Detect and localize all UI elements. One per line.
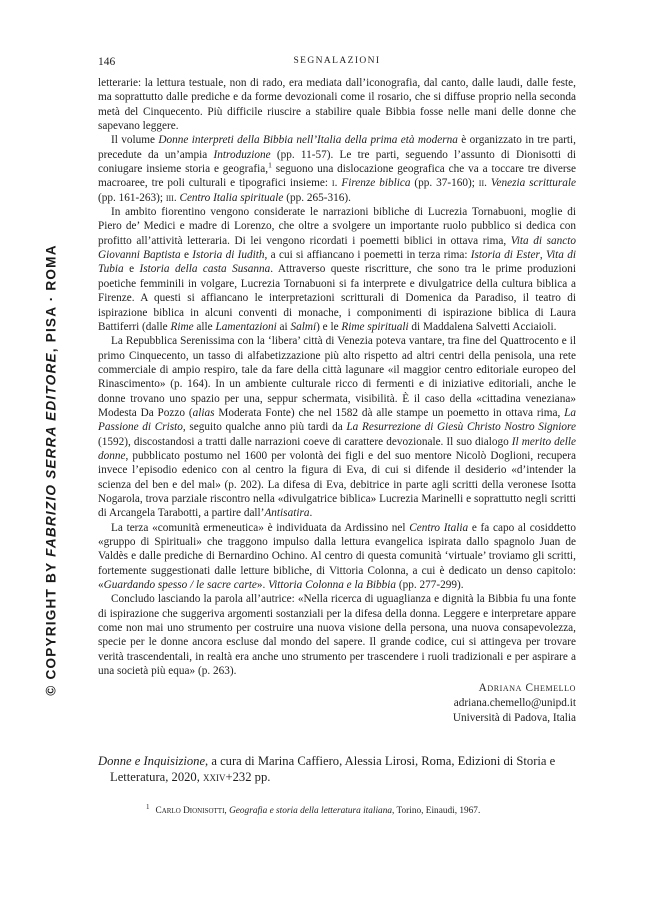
copyright-vertical — [44, 244, 59, 695]
reviewer-name: Adriana Chemello — [478, 682, 576, 695]
paragraph: Il volume Donne interpreti della Bibbia nell’Italia della prima età moderna è organizzato in tre parti, precedute da un’ampia Introduzione (pp. 11-57). Le tre parti, seguendo l’assunto di Dionisotti di coniugare insieme storia e geografia,$^1$ seguono una dislocazione geografica che va a toccare tre diverse macroaree, tre poli culturali e tipografici insieme: i. Firenze biblica (pp. 37-160); ii. Venezia scritturale (pp. 161-263); iii. Centro Italia spirituale (pp. 265-316). — [98, 134, 577, 204]
page-header — [98, 56, 576, 72]
paragraph: In ambito fiorentino vengono considerate le narrazioni bibliche di Lucrezia Tornabuoni, moglie di Piero de’ Medici e madre di Lorenzo, che oltre a svolgere un importante ruolo pubblico si dedica con profitto all’attività letteraria. Di lei vengono ricordati i poemetti biblici in ottava rima, Vita di sancto Giovanni Baptista e Istoria di Iudith, a cui si affiancano i poemetti in terza rima: Istoria di Ester, Vita di Tubia e Istoria della casta Susanna. Attraverso queste riscritture, che sono tra le prime produzioni poetiche femminili in volgare, Lucrezia Tornabuoni si fa interprete e divulgatrice della cultura biblica a Firenze. A questi si affiancano le interpretazioni scritturali di Domenica da Paradiso, il teatro di ispirazione biblica in alcuni conventi di monache, i componimenti di ispirazione biblica di Laura Battiferri (dalle Rime alle Lamentazioni ai Salmi) e le Rime spirituali di Maddalena Salvetti Acciaioli. — [98, 206, 577, 333]
copyright-suffix: , PISA · ROMA — [43, 244, 59, 353]
running-head: SEGNALAZIONI — [293, 56, 381, 66]
paragraph: La terza «comunità ermeneutica» è individuata da Ardissino nel Centro Italia e fa capo al cosiddetto «gruppo di Spirituali» che traggono impulso dalla lettura evangelica ispirata dallo spagnolo Juan de Valdès e dalle prediche di Bernardino Ochino. Al centro di questa comunità ‘virtuale’ troviamo gli scritti, fortemente suggestionati dalle letture bibliche, di Vittoria Colonna, a cui è dedicato un denso capitolo: «Guardando spesso / le sacre carte». Vittoria Colonna e la Bibbia (pp. 277-299). — [98, 521, 576, 592]
next-review-citation — [98, 753, 576, 785]
review-body — [98, 76, 576, 726]
footnote: $^1$ Carlo Dionisotti, Geografia e storia della letteratura italiana, Torino, Einaudi, 1967. — [146, 802, 481, 816]
copyright-prefix: © COPYRIGHT BY — [43, 556, 59, 696]
reviewer-signature — [98, 681, 576, 726]
next-review-details: , a cura di Marina Caffiero, Alessia Lirosi, Roma, Edizioni di Storia e Letteratura, 2020, — [110, 754, 556, 784]
reviewer-email: adriana.chemello@unipd.it — [453, 697, 576, 710]
footnote-title: Geografia e storia della letteratura italiana — [229, 806, 393, 816]
paragraph: La Repubblica Serenissima con la ‘libera’ città di Venezia poteva vantare, tra fine del Quattrocento e il primo Cinquecento, un tasso di alfabetizzazione più alto rispetto ad altri centri della penisola, una rete commerciale di ampio respiro, tale da fare della città lagunare «il maggior centro editoriale europeo del Rinascimento» (p. 164). In un ambiente culturale ricco di fermenti e di iniziative editoriali, anche le donne trovano uno spazio per una, seppur schermata, visibilità. È il caso della «cittadina veneziana» Modesta Da Pozzo (alias Moderata Fonte) che nel 1582 dà alle stampe un poemetto in ottava rima, La Passione di Cristo, seguito qualche anno più tardi da La Resurrezione di Giesù Christo Nostro Signiore (1592), discostandosi a tratti dalle narrazioni coeve di carattere devozionale. Il suo dialogo Il merito delle donne, pubblicato postumo nel 1600 per volontà dei figli e del suo mentore Nicolò Doglioni, recupera invece l’episodio edenico con al centro la figura di Eva, di cui si difende il desiderio «d’intender la scienza del ben e del mal» (p. 202). La difesa di Eva, debitrice in parte agli scritti della veronese Isotta Nogarola, trova parziale riscontro nella «divulgatrice biblica» Lucrezia Marinelli e soprattutto negli scritti di Arcangela Tarabotti, a partire dall’Antisatira. — [98, 335, 576, 520]
next-review-pages-roman: xxiv — [203, 770, 226, 784]
next-review-pages-rest: +232 pp. — [225, 770, 271, 784]
footnote-marker: 1 — [146, 802, 150, 811]
copyright-publisher: FABRIZIO SERRA EDITORE — [43, 352, 59, 557]
footnote-rest: , Torino, Einaudi, 1967. — [392, 806, 481, 816]
next-review-title: Donne e Inquisizione — [98, 754, 206, 768]
paragraph: letterarie: la lettura testuale, non di rado, era mediata dall’iconografia, dal canto, dalle laudi, dalle feste, ma soprattutto dalle prediche e da forme devozionali come il rosario, che si diffuse proprio nella seconda metà del Cinquecento. Più difficile riuscire a stabilire quale Bibbia fosse nelle mani delle donne che sapevano leggere. — [98, 77, 576, 133]
paragraph: Concludo lasciando la parola all’autrice: «Nella ricerca di uguaglianza e dignità la Bibbia fu una fonte di ispirazione che suggeriva argomenti sostanziali per la difesa della donna. Leggere e interpretare appare come non mai uno strumento per costruire una nuova visione della persona, una nuova consapevolezza, specie per le donne ancora escluse dal mondo del sapere. Il grande codice, cui si attingeva per trovare verità trascendentali, in realtà era anche uno strumento per trascendere i ruoli tradizionali e per aspirare a una società più equa» (p. 263). — [98, 593, 576, 678]
page-number: 146 — [98, 56, 116, 68]
footnote-author: Carlo Dionisotti — [155, 806, 225, 816]
reviewer-affiliation: Università di Padova, Italia — [452, 712, 576, 725]
